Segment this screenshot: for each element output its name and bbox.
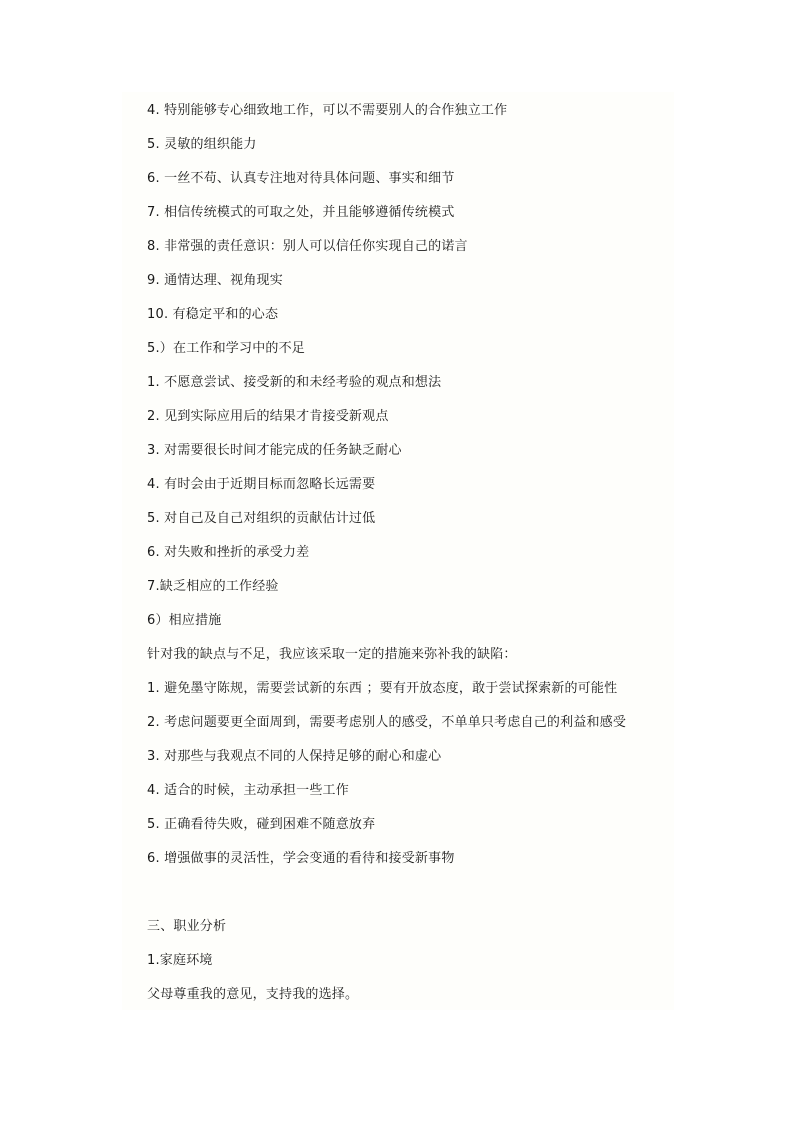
measure-item-2: 2. 考虑问题要更全面周到，需要考虑别人的感受，不单单只考虑自己的利益和感受 <box>147 715 627 730</box>
weakness-item-4: 4. 有时会由于近期目标而忽略长远需要 <box>147 477 376 492</box>
section-heading-career-analysis: 三、职业分析 <box>147 919 227 934</box>
subheading-family-environment: 1.家庭环境 <box>147 953 213 968</box>
strength-item-5: 5. 灵敏的组织能力 <box>147 137 257 152</box>
measure-item-3: 3. 对那些与我观点不同的人保持足够的耐心和虚心 <box>147 749 442 764</box>
family-environment-text: 父母尊重我的意见，支持我的选择。 <box>147 987 359 1002</box>
measure-item-1: 1. 避免墨守陈规，需要尝试新的东西 ；要有开放态度，敢于尝试探索新的可能性 <box>147 681 618 696</box>
weakness-item-1: 1. 不愿意尝试、接受新的和未经考验的观点和想法 <box>147 375 442 390</box>
weakness-item-2: 2. 见到实际应用后的结果才肯接受新观点 <box>147 409 389 424</box>
strength-item-9: 9. 通情达理、视角现实 <box>147 273 283 288</box>
strength-item-4: 4. 特别能够专心细致地工作，可以不需要别人的合作独立工作 <box>147 103 508 118</box>
section-heading-measures: 6）相应措施 <box>147 613 222 628</box>
strength-item-6: 6. 一丝不苟、认真专注地对待具体问题、事实和细节 <box>147 171 455 186</box>
weakness-item-7: 7.缺乏相应的工作经验 <box>147 579 279 594</box>
section-heading-weaknesses: 5.）在工作和学习中的不足 <box>147 341 306 356</box>
measures-intro: 针对我的缺点与不足，我应该采取一定的措施来弥补我的缺陷： <box>147 647 517 662</box>
weakness-item-6: 6. 对失败和挫折的承受力差 <box>147 545 310 560</box>
strength-item-8: 8. 非常强的责任意识：别人可以信任你实现自己的诺言 <box>147 239 468 254</box>
measure-item-6: 6. 增强做事的灵活性，学会变通的看待和接受新事物 <box>147 851 455 866</box>
weakness-item-5: 5. 对自己及自己对组织的贡献估计过低 <box>147 511 376 526</box>
measure-item-5: 5. 正确看待失败，碰到困难不随意放弃 <box>147 817 376 832</box>
weakness-item-3: 3. 对需要很长时间才能完成的任务缺乏耐心 <box>147 443 402 458</box>
strength-item-10: 10. 有稳定平和的心态 <box>147 307 279 322</box>
strength-item-7: 7. 相信传统模式的可取之处，并且能够遵循传统模式 <box>147 205 455 220</box>
measure-item-4: 4. 适合的时候，主动承担一些工作 <box>147 783 349 798</box>
